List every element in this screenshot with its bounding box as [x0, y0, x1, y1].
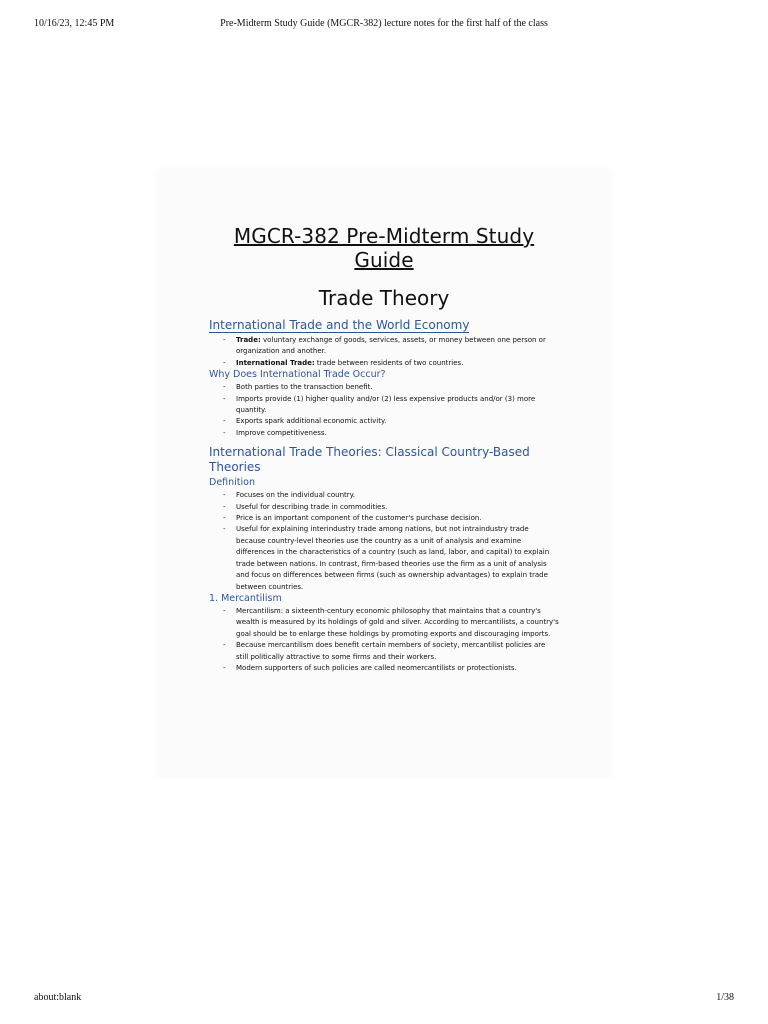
print-datetime: 10/16/23, 12:45 PM [34, 18, 115, 29]
list-item: - Exports spark additional economic activity. [209, 416, 559, 427]
list-item: - Because mercantilism does benefit certain members of society, mercantilist policies are still politically attractive to some firms and their workers. [209, 640, 559, 663]
list-item: - Improve competitiveness. [209, 428, 559, 439]
list-item: - Imports provide (1) higher quality and/or (2) less expensive products and/or (3) more quantity. [209, 394, 559, 417]
definitions-list [209, 335, 559, 369]
section-heading-international-trade: International Trade and the World Economy [209, 318, 470, 332]
section-heading-mercantilism: 1. Mercantilism [209, 592, 282, 604]
list-item: - Trade: voluntary exchange of goods, services, assets, or money between one person or organization and another. [209, 335, 559, 358]
document-body [209, 224, 559, 674]
list-item: - Price is an important component of the customer's purchase decision. [209, 513, 559, 524]
mercantilism-list [209, 606, 559, 674]
page-number: 1/38 [716, 992, 734, 1003]
print-page-title: Pre-Midterm Study Guide (MGCR-382) lecture notes for the first half of the class [220, 18, 548, 29]
document-title: MGCR-382 Pre-Midterm Study Guide [233, 224, 535, 272]
section-heading-classical-theories: International Trade Theories: Classical Country-Based Theories [209, 445, 530, 475]
document-subtitle: Trade Theory [318, 286, 450, 310]
section-heading-why-trade: Why Does International Trade Occur? [209, 369, 386, 381]
list-item: - International Trade: trade between residents of two countries. [209, 358, 559, 369]
definition-list [209, 490, 559, 593]
document-page [158, 170, 610, 776]
list-item: - Useful for explaining interindustry trade among nations, but not intraindustry trade because country-level theories use the country as a unit of analysis and examine differences in the characteristics of a country (such as land, labor, and capital) to explain trade between nations. In contrast, firm-based theories use the firm as a unit of analysis and focus on differences between firms (such as ownership advantages) to explain trade between countries. [209, 524, 559, 592]
print-url: about:blank [34, 992, 82, 1003]
why-trade-list [209, 382, 559, 439]
list-item: - Useful for describing trade in commodities. [209, 502, 559, 513]
list-item: - Focuses on the individual country. [209, 490, 559, 501]
list-item: - Both parties to the transaction benefit. [209, 382, 559, 393]
list-item: - Modern supporters of such policies are called neomercantilists or protectionists. [209, 663, 559, 674]
section-heading-definition: Definition [209, 477, 256, 489]
list-item: - Mercantilism: a sixteenth-century economic philosophy that maintains that a country's wealth is measured by its holdings of gold and silver. According to mercantilists, a country's goal should be to enlarge these holdings by promoting exports and discouraging imports. [209, 606, 559, 640]
